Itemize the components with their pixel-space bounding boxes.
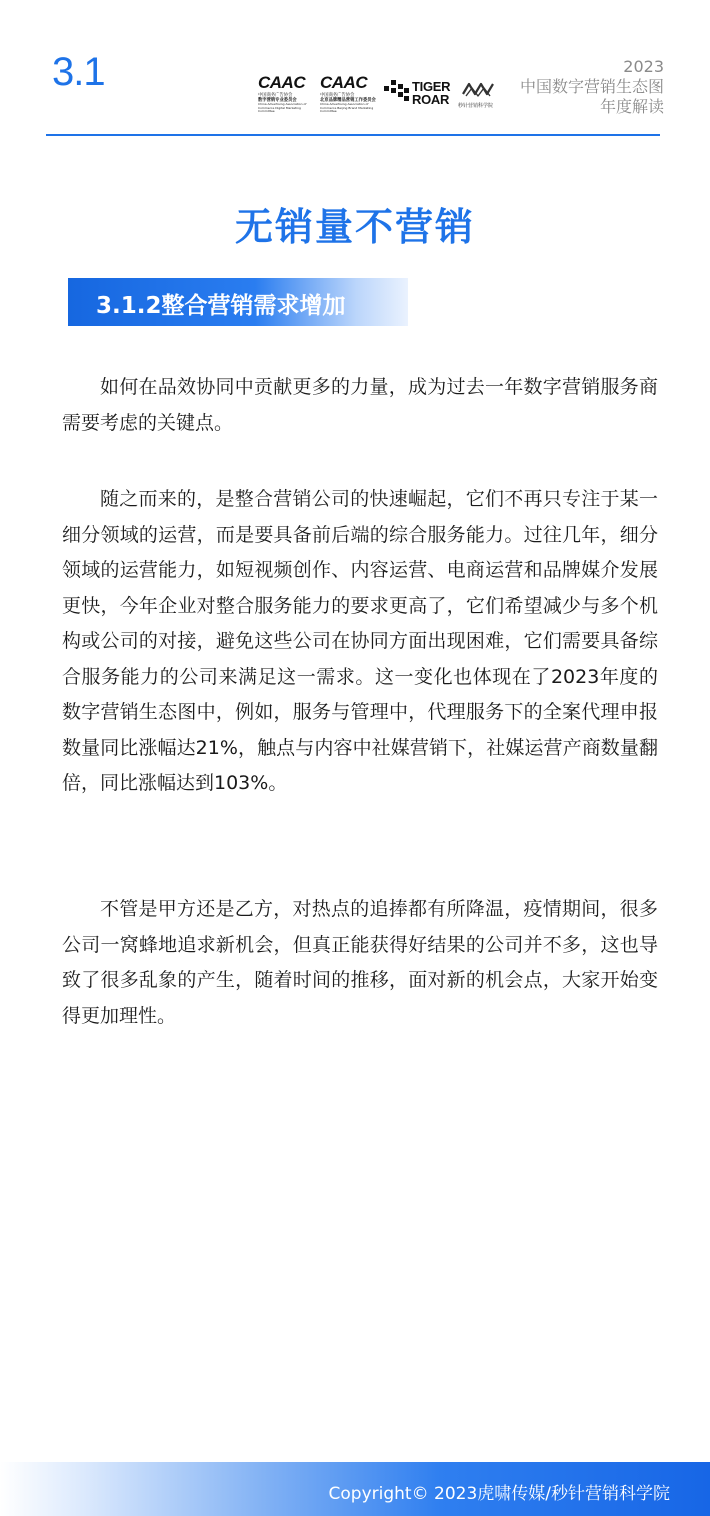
caac-logo-1 xyxy=(258,73,314,113)
report-info xyxy=(520,57,664,117)
paragraph-2: 随之而来的，是整合营销公司的快速崛起，它们不再只专注于某一细分领域的运营，而是要具备前后端的综合服务能力。过往几年，细分领域的运营能力，如短视频创作、内容运营、电商运营和品牌媒介发展更快，今年企业对整合服务能力的要求更高了，它们希望减少与多个机构或公司的对接，避免这些公司在协同方面出现困难，它们需要具备综合服务能力的公司来满足这一需求。这一变化也体现在了2023年度的数字营销生态图中，例如，服务与管理中，代理服务下的全案代理申报数量同比涨幅达21%，触点与内容中社媒营销下，社媒运营产商数量翻倍，同比涨幅达到103%。 xyxy=(62,488,658,794)
report-title-line1: 中国数字营销生态图 xyxy=(519,77,664,96)
caac-logo-1-line1: 中国商务广告协会 xyxy=(258,93,293,98)
tiger-mark-icon xyxy=(384,78,410,106)
subtitle-text: 3.1.2整合营销需求增加 xyxy=(96,293,346,319)
footer-bar xyxy=(0,1462,710,1516)
caac-logo-2-name: CAAC xyxy=(320,73,368,92)
caac-logo-1-name: CAAC xyxy=(258,73,306,92)
caac-logo-1-line3: China Advertising Association of Commerce Digital Marketing Committee xyxy=(258,102,307,113)
header-divider xyxy=(46,134,660,136)
tiger-logo-line1: TIGER xyxy=(412,79,451,94)
tiger-logo-line2: ROAR xyxy=(412,92,450,107)
caac-logo-2-line3: China Advertising Association of Commerce Beijing Brand Marketing Committee xyxy=(320,102,374,113)
report-title-line2: 年度解读 xyxy=(599,97,664,116)
miaozhen-logo-text: 秒针营销科学院 xyxy=(458,103,494,109)
caac-logo-1-line2: 数字营销专业委员会 xyxy=(258,98,297,103)
footer-copyright: Copyright© 2023虎啸传媒/秒针营销科学院 xyxy=(328,1484,670,1504)
paragraph-1: 如何在品效协同中贡献更多的力量，成为过去一年数字营销服务商需要考虑的关键点。 xyxy=(62,376,658,434)
caac-logo-2 xyxy=(320,73,378,113)
page-title: 无销量不营销 xyxy=(234,205,475,249)
miaozhen-mark-icon xyxy=(462,80,494,98)
section-number: 3.1 xyxy=(52,50,105,94)
report-year: 2023 xyxy=(623,57,664,76)
caac-logo-2-line1: 中国商务广告协会 xyxy=(320,93,355,98)
subtitle-banner xyxy=(68,278,408,326)
caac-logo-2-line2: 北京品牌精品营销工作委员会 xyxy=(320,98,376,103)
paragraph-3: 不管是甲方还是乙方，对热点的追捧都有所降温，疫情期间，很多公司一窝蜂地追求新机会，但真正能获得好结果的公司并不多，这也导致了很多乱象的产生，随着时间的推移，面对新的机会点，大家开始变得更加理性。 xyxy=(62,898,658,1027)
